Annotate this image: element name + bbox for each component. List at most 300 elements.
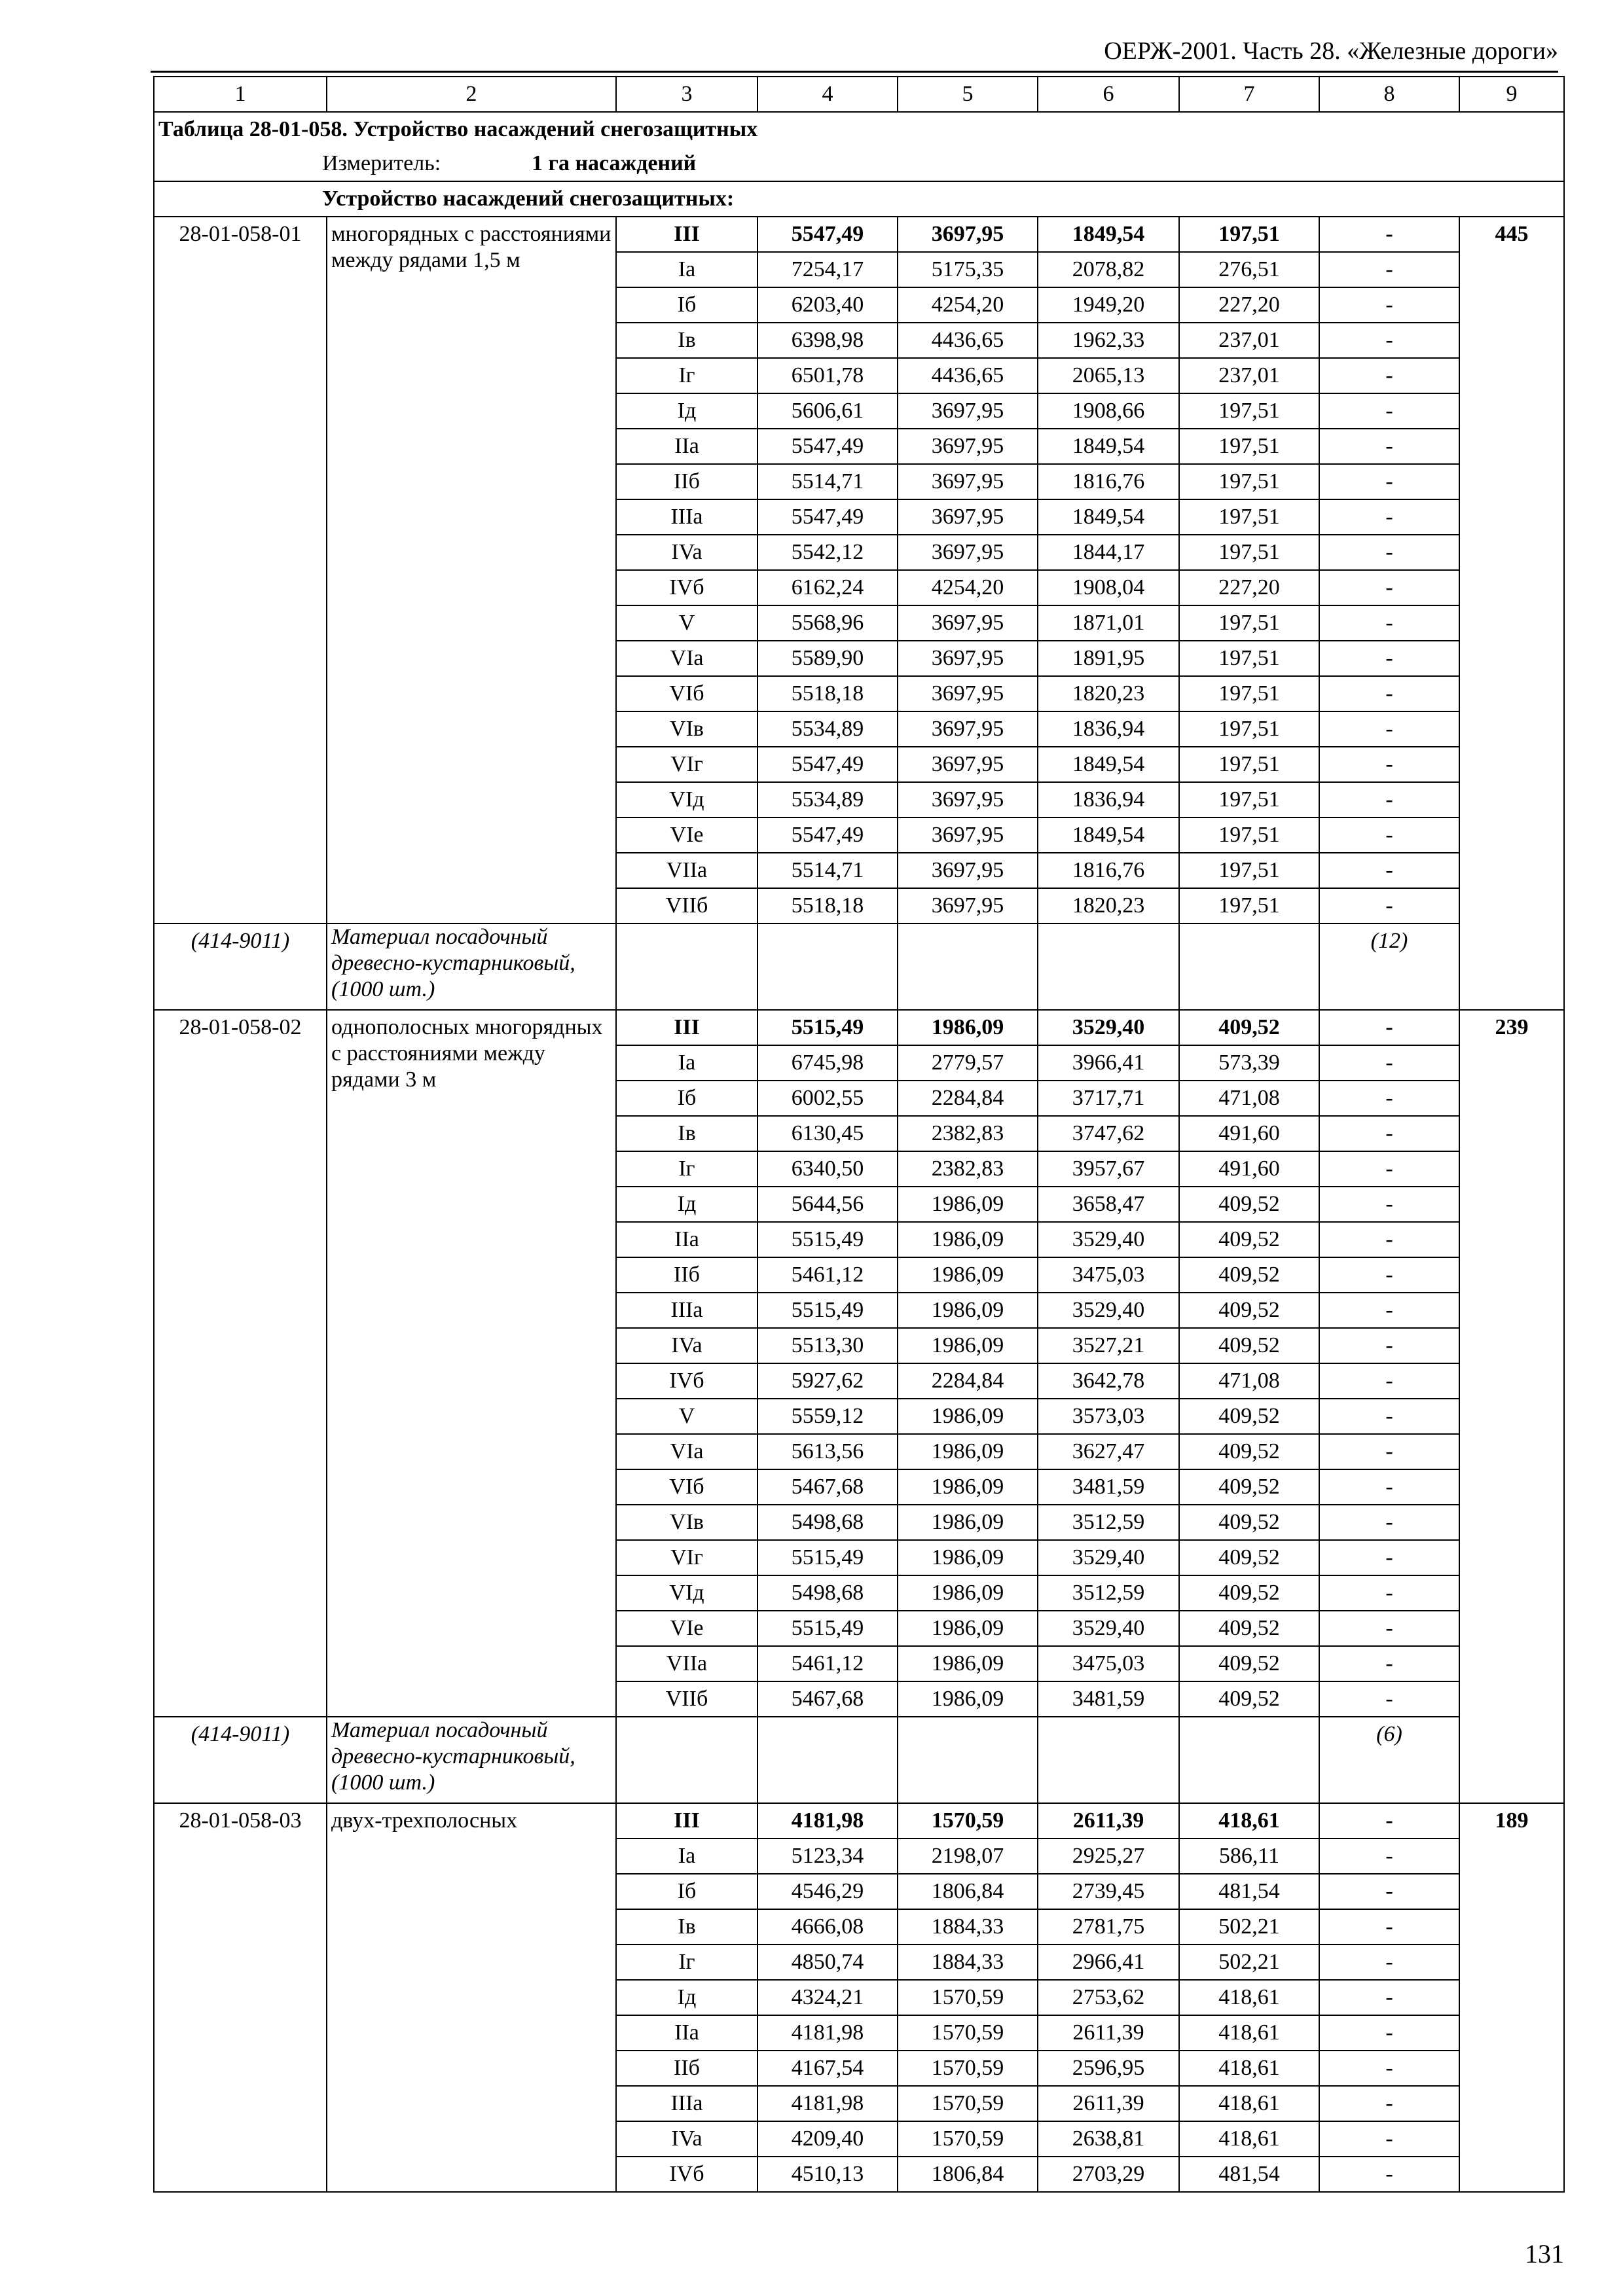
total-cost: 5467,68: [757, 1681, 898, 1717]
labor-cost: 3697,95: [898, 888, 1038, 924]
machine-cost: 2966,41: [1038, 1945, 1179, 1980]
driver-wages: 409,52: [1179, 1540, 1319, 1575]
material-cost: -: [1319, 1010, 1459, 1045]
material-cost: -: [1319, 1945, 1459, 1980]
machine-cost: 3966,41: [1038, 1045, 1179, 1081]
labor-cost: 2382,83: [898, 1151, 1038, 1187]
machine-cost: 2611,39: [1038, 2086, 1179, 2121]
total-cost: 5515,49: [757, 1611, 898, 1646]
labor-cost: 1570,59: [898, 2015, 1038, 2051]
machine-cost: 3512,59: [1038, 1505, 1179, 1540]
empty-cell: [616, 1717, 757, 1803]
labor-cost: 3697,95: [898, 817, 1038, 853]
region-code: VIд: [616, 1575, 757, 1611]
total-cost: 5568,96: [757, 605, 898, 641]
driver-wages: 197,51: [1179, 888, 1319, 924]
table-title: Таблица 28-01-058. Устройство насаждений снегозащитных: [154, 112, 1564, 147]
rate-description: многорядных с расстояниями между рядами 1,5 м: [327, 217, 616, 924]
material-cost: -: [1319, 2121, 1459, 2157]
region-code: VIв: [616, 711, 757, 747]
material-cost: -: [1319, 747, 1459, 782]
driver-wages: 227,20: [1179, 570, 1319, 605]
labor-cost: 4436,65: [898, 323, 1038, 358]
region-code: IVa: [616, 535, 757, 570]
labor-cost: 1986,09: [898, 1293, 1038, 1328]
machine-cost: 3747,62: [1038, 1116, 1179, 1151]
total-cost: 5513,30: [757, 1328, 898, 1363]
total-cost: 6745,98: [757, 1045, 898, 1081]
region-code: VIIa: [616, 853, 757, 888]
region-code: VIa: [616, 641, 757, 676]
material-cost: -: [1319, 1293, 1459, 1328]
driver-wages: 197,51: [1179, 641, 1319, 676]
total-cost: 6501,78: [757, 358, 898, 393]
total-cost: 5515,49: [757, 1010, 898, 1045]
labor-cost: 2284,84: [898, 1081, 1038, 1116]
machine-cost: 1820,23: [1038, 676, 1179, 711]
total-cost: 5461,12: [757, 1646, 898, 1681]
machine-cost: 3527,21: [1038, 1328, 1179, 1363]
region-code: Iв: [616, 1909, 757, 1945]
machine-cost: 2638,81: [1038, 2121, 1179, 2157]
material-cost: -: [1319, 817, 1459, 853]
labor-cost: 2779,57: [898, 1045, 1038, 1081]
page-header: ОЕРЖ-2001. Часть 28. «Железные дороги»: [1104, 37, 1558, 65]
labor-cost: 1986,09: [898, 1399, 1038, 1434]
total-cost: 5123,34: [757, 1839, 898, 1874]
labor-cost: 3697,95: [898, 605, 1038, 641]
labor-cost: 1806,84: [898, 2157, 1038, 2192]
total-cost: 4324,21: [757, 1980, 898, 2015]
machine-cost: 3717,71: [1038, 1081, 1179, 1116]
region-code: III: [616, 1803, 757, 1839]
region-code: Iд: [616, 1187, 757, 1222]
material-cost: -: [1319, 1434, 1459, 1469]
driver-wages: 418,61: [1179, 2121, 1319, 2157]
labor-hours: 445: [1459, 217, 1564, 1010]
region-code: Ia: [616, 1839, 757, 1874]
labor-cost: 4254,20: [898, 570, 1038, 605]
labor-cost: 3697,95: [898, 782, 1038, 817]
total-cost: 5547,49: [757, 499, 898, 535]
machine-cost: 1908,66: [1038, 393, 1179, 429]
title-row: [154, 112, 1564, 147]
driver-wages: 418,61: [1179, 2015, 1319, 2051]
column-number: 1: [154, 77, 327, 112]
total-cost: 4850,74: [757, 1945, 898, 1980]
machine-cost: 3529,40: [1038, 1293, 1179, 1328]
empty-cell: [1038, 924, 1179, 1010]
column-number: 5: [898, 77, 1038, 112]
driver-wages: 237,01: [1179, 323, 1319, 358]
total-cost: 4167,54: [757, 2051, 898, 2086]
total-cost: 4666,08: [757, 1909, 898, 1945]
labor-cost: 1986,09: [898, 1611, 1038, 1646]
region-code: VIв: [616, 1505, 757, 1540]
driver-wages: 409,52: [1179, 1646, 1319, 1681]
region-code: VIa: [616, 1434, 757, 1469]
region-code: IIб: [616, 464, 757, 499]
driver-wages: 409,52: [1179, 1222, 1319, 1257]
driver-wages: 197,51: [1179, 711, 1319, 747]
machine-cost: 2065,13: [1038, 358, 1179, 393]
labor-cost: 3697,95: [898, 711, 1038, 747]
rate-code: 28-01-058-02: [154, 1010, 327, 1717]
labor-cost: 1986,09: [898, 1646, 1038, 1681]
material-cost: -: [1319, 1540, 1459, 1575]
material-cost: -: [1319, 570, 1459, 605]
total-cost: 5498,68: [757, 1575, 898, 1611]
material-cost: -: [1319, 1116, 1459, 1151]
column-number: 4: [757, 77, 898, 112]
driver-wages: 197,51: [1179, 747, 1319, 782]
region-code: Iг: [616, 358, 757, 393]
machine-cost: 1949,20: [1038, 287, 1179, 323]
column-numbers-row: [154, 77, 1564, 112]
column-number: 3: [616, 77, 757, 112]
labor-cost: 3697,95: [898, 747, 1038, 782]
labor-hours: 189: [1459, 1803, 1564, 2192]
driver-wages: 197,51: [1179, 676, 1319, 711]
labor-cost: 1986,09: [898, 1257, 1038, 1293]
total-cost: 5461,12: [757, 1257, 898, 1293]
material-description: Материал посадочный древесно-кустарниковый, (1000 шт.): [327, 1717, 616, 1803]
driver-wages: 409,52: [1179, 1611, 1319, 1646]
driver-wages: 481,54: [1179, 1874, 1319, 1909]
material-cost: -: [1319, 888, 1459, 924]
driver-wages: 197,51: [1179, 217, 1319, 252]
labor-cost: 3697,95: [898, 429, 1038, 464]
material-cost: -: [1319, 1469, 1459, 1505]
material-cost: -: [1319, 1363, 1459, 1399]
driver-wages: 237,01: [1179, 358, 1319, 393]
material-quantity: (12): [1319, 924, 1459, 1010]
driver-wages: 418,61: [1179, 1980, 1319, 2015]
total-cost: 4510,13: [757, 2157, 898, 2192]
driver-wages: 409,52: [1179, 1399, 1319, 1434]
total-cost: 4181,98: [757, 2015, 898, 2051]
total-cost: 6162,24: [757, 570, 898, 605]
column-number: 2: [327, 77, 616, 112]
labor-cost: 1986,09: [898, 1187, 1038, 1222]
driver-wages: 418,61: [1179, 2086, 1319, 2121]
region-code: IVб: [616, 570, 757, 605]
driver-wages: 409,52: [1179, 1575, 1319, 1611]
region-code: Iв: [616, 1116, 757, 1151]
material-code: (414-9011): [154, 1717, 327, 1803]
region-code: VIд: [616, 782, 757, 817]
labor-cost: 1986,09: [898, 1222, 1038, 1257]
material-cost: -: [1319, 605, 1459, 641]
driver-wages: 197,51: [1179, 393, 1319, 429]
driver-wages: 573,39: [1179, 1045, 1319, 1081]
material-cost: -: [1319, 676, 1459, 711]
column-number: 8: [1319, 77, 1459, 112]
total-cost: 6002,55: [757, 1081, 898, 1116]
machine-cost: 3529,40: [1038, 1010, 1179, 1045]
material-cost: -: [1319, 1874, 1459, 1909]
empty-cell: [898, 1717, 1038, 1803]
material-cost: -: [1319, 2086, 1459, 2121]
driver-wages: 471,08: [1179, 1363, 1319, 1399]
material-cost: -: [1319, 217, 1459, 252]
total-cost: 5927,62: [757, 1363, 898, 1399]
material-cost: -: [1319, 1222, 1459, 1257]
empty-cell: [757, 1717, 898, 1803]
labor-cost: 5175,35: [898, 252, 1038, 287]
driver-wages: 502,21: [1179, 1945, 1319, 1980]
material-cost: -: [1319, 1681, 1459, 1717]
driver-wages: 409,52: [1179, 1010, 1319, 1045]
labor-cost: 1570,59: [898, 1980, 1038, 2015]
column-number: 9: [1459, 77, 1564, 112]
driver-wages: 197,51: [1179, 605, 1319, 641]
total-cost: 5534,89: [757, 711, 898, 747]
driver-wages: 418,61: [1179, 2051, 1319, 2086]
total-cost: 5547,49: [757, 747, 898, 782]
material-cost: -: [1319, 1399, 1459, 1434]
material-cost: -: [1319, 393, 1459, 429]
machine-cost: 1816,76: [1038, 464, 1179, 499]
driver-wages: 418,61: [1179, 1803, 1319, 1839]
total-cost: 4181,98: [757, 1803, 898, 1839]
total-cost: 7254,17: [757, 252, 898, 287]
total-cost: 5498,68: [757, 1505, 898, 1540]
region-code: IIб: [616, 2051, 757, 2086]
driver-wages: 409,52: [1179, 1293, 1319, 1328]
table-row: [154, 217, 1564, 252]
total-cost: 6130,45: [757, 1116, 898, 1151]
material-quantity: (6): [1319, 1717, 1459, 1803]
total-cost: 6398,98: [757, 323, 898, 358]
region-code: Iб: [616, 1081, 757, 1116]
total-cost: 4209,40: [757, 2121, 898, 2157]
region-code: Iг: [616, 1151, 757, 1187]
total-cost: 5547,49: [757, 217, 898, 252]
meter: [154, 147, 1564, 181]
driver-wages: 409,52: [1179, 1469, 1319, 1505]
material-cost: -: [1319, 323, 1459, 358]
driver-wages: 409,52: [1179, 1505, 1319, 1540]
labor-cost: 1986,09: [898, 1469, 1038, 1505]
labor-cost: 3697,95: [898, 641, 1038, 676]
total-cost: 5514,71: [757, 464, 898, 499]
machine-cost: 1844,17: [1038, 535, 1179, 570]
material-cost: -: [1319, 782, 1459, 817]
machine-cost: 2703,29: [1038, 2157, 1179, 2192]
region-code: V: [616, 1399, 757, 1434]
machine-cost: 3627,47: [1038, 1434, 1179, 1469]
driver-wages: 197,51: [1179, 464, 1319, 499]
region-code: VIб: [616, 1469, 757, 1505]
rate-description: двух-трехполосных: [327, 1803, 616, 2192]
labor-cost: 1986,09: [898, 1505, 1038, 1540]
labor-cost: 1884,33: [898, 1945, 1038, 1980]
region-code: Iг: [616, 1945, 757, 1980]
labor-cost: 1986,09: [898, 1010, 1038, 1045]
region-code: IVa: [616, 2121, 757, 2157]
machine-cost: 1820,23: [1038, 888, 1179, 924]
section-title-text: Устройство насаждений снегозащитных:: [322, 187, 735, 211]
machine-cost: 1849,54: [1038, 817, 1179, 853]
driver-wages: 409,52: [1179, 1257, 1319, 1293]
total-cost: 6203,40: [757, 287, 898, 323]
section-title: [154, 181, 1564, 217]
labor-cost: 3697,95: [898, 393, 1038, 429]
driver-wages: 409,52: [1179, 1681, 1319, 1717]
labor-cost: 2284,84: [898, 1363, 1038, 1399]
region-code: IVб: [616, 1363, 757, 1399]
driver-wages: 409,52: [1179, 1328, 1319, 1363]
machine-cost: 1849,54: [1038, 217, 1179, 252]
labor-cost: 3697,95: [898, 535, 1038, 570]
driver-wages: 586,11: [1179, 1839, 1319, 1874]
driver-wages: 471,08: [1179, 1081, 1319, 1116]
region-code: IIa: [616, 1222, 757, 1257]
region-code: IIб: [616, 1257, 757, 1293]
material-cost: -: [1319, 853, 1459, 888]
driver-wages: 409,52: [1179, 1187, 1319, 1222]
region-code: VIб: [616, 676, 757, 711]
labor-cost: 3697,95: [898, 464, 1038, 499]
page-number: 131: [1525, 2239, 1564, 2269]
labor-cost: 1570,59: [898, 1803, 1038, 1839]
driver-wages: 197,51: [1179, 782, 1319, 817]
machine-cost: 3512,59: [1038, 1575, 1179, 1611]
machine-cost: 3957,67: [1038, 1151, 1179, 1187]
driver-wages: 409,52: [1179, 1434, 1319, 1469]
material-row: [154, 1717, 1564, 1803]
region-code: IIa: [616, 429, 757, 464]
material-cost: -: [1319, 1909, 1459, 1945]
machine-cost: 2611,39: [1038, 1803, 1179, 1839]
labor-cost: 3697,95: [898, 499, 1038, 535]
table-body: [154, 77, 1564, 2192]
driver-wages: 227,20: [1179, 287, 1319, 323]
total-cost: 5518,18: [757, 676, 898, 711]
machine-cost: 1891,95: [1038, 641, 1179, 676]
region-code: IIa: [616, 2015, 757, 2051]
table-row: [154, 1803, 1564, 1839]
material-code: (414-9011): [154, 924, 327, 1010]
machine-cost: 3529,40: [1038, 1540, 1179, 1575]
meter-label: Измеритель:: [322, 151, 441, 175]
region-code: Iд: [616, 1980, 757, 2015]
empty-cell: [616, 924, 757, 1010]
total-cost: 5613,56: [757, 1434, 898, 1469]
region-code: Ia: [616, 1045, 757, 1081]
table-row: [154, 1010, 1564, 1045]
labor-cost: 1884,33: [898, 1909, 1038, 1945]
labor-cost: 1570,59: [898, 2086, 1038, 2121]
total-cost: 5559,12: [757, 1399, 898, 1434]
machine-cost: 3529,40: [1038, 1222, 1179, 1257]
machine-cost: 1871,01: [1038, 605, 1179, 641]
region-code: Iв: [616, 323, 757, 358]
labor-cost: 1806,84: [898, 1874, 1038, 1909]
total-cost: 5515,49: [757, 1540, 898, 1575]
material-cost: -: [1319, 1151, 1459, 1187]
total-cost: 5518,18: [757, 888, 898, 924]
column-number: 6: [1038, 77, 1179, 112]
material-cost: -: [1319, 1980, 1459, 2015]
total-cost: 5534,89: [757, 782, 898, 817]
machine-cost: 2781,75: [1038, 1909, 1179, 1945]
driver-wages: 197,51: [1179, 429, 1319, 464]
labor-cost: 3697,95: [898, 853, 1038, 888]
machine-cost: 3642,78: [1038, 1363, 1179, 1399]
driver-wages: 197,51: [1179, 535, 1319, 570]
total-cost: 5547,49: [757, 817, 898, 853]
material-cost: -: [1319, 1187, 1459, 1222]
machine-cost: 2596,95: [1038, 2051, 1179, 2086]
meter-row: [154, 147, 1564, 181]
region-code: VIIa: [616, 1646, 757, 1681]
total-cost: 4181,98: [757, 2086, 898, 2121]
material-cost: -: [1319, 464, 1459, 499]
region-code: IIIa: [616, 1293, 757, 1328]
material-cost: -: [1319, 1646, 1459, 1681]
total-cost: 5515,49: [757, 1293, 898, 1328]
total-cost: 6340,50: [757, 1151, 898, 1187]
region-code: VIe: [616, 817, 757, 853]
material-cost: -: [1319, 711, 1459, 747]
material-cost: -: [1319, 1505, 1459, 1540]
meter-value: 1 га насаждений: [532, 151, 697, 175]
machine-cost: 2078,82: [1038, 252, 1179, 287]
driver-wages: 481,54: [1179, 2157, 1319, 2192]
total-cost: 5606,61: [757, 393, 898, 429]
region-code: IIIa: [616, 499, 757, 535]
empty-cell: [898, 924, 1038, 1010]
machine-cost: 1908,04: [1038, 570, 1179, 605]
rate-description: однополосных многорядных с расстояниями между рядами 3 м: [327, 1010, 616, 1717]
material-cost: -: [1319, 641, 1459, 676]
material-cost: -: [1319, 2157, 1459, 2192]
region-code: IVa: [616, 1328, 757, 1363]
material-cost: -: [1319, 499, 1459, 535]
labor-cost: 1986,09: [898, 1434, 1038, 1469]
region-code: Iб: [616, 1874, 757, 1909]
machine-cost: 3573,03: [1038, 1399, 1179, 1434]
labor-cost: 1986,09: [898, 1328, 1038, 1363]
machine-cost: 1849,54: [1038, 429, 1179, 464]
labor-cost: 1986,09: [898, 1681, 1038, 1717]
driver-wages: 197,51: [1179, 817, 1319, 853]
header-rule: [151, 71, 1558, 73]
material-cost: -: [1319, 1257, 1459, 1293]
machine-cost: 3529,40: [1038, 1611, 1179, 1646]
labor-cost: 2198,07: [898, 1839, 1038, 1874]
region-code: VIIб: [616, 888, 757, 924]
total-cost: 5514,71: [757, 853, 898, 888]
material-cost: -: [1319, 2051, 1459, 2086]
machine-cost: 2753,62: [1038, 1980, 1179, 2015]
total-cost: 5644,56: [757, 1187, 898, 1222]
total-cost: 4546,29: [757, 1874, 898, 1909]
material-cost: -: [1319, 1081, 1459, 1116]
region-code: III: [616, 217, 757, 252]
region-code: Ia: [616, 252, 757, 287]
region-code: Iб: [616, 287, 757, 323]
material-cost: -: [1319, 1328, 1459, 1363]
material-cost: -: [1319, 1611, 1459, 1646]
material-cost: -: [1319, 429, 1459, 464]
machine-cost: 2925,27: [1038, 1839, 1179, 1874]
machine-cost: 2739,45: [1038, 1874, 1179, 1909]
labor-cost: 3697,95: [898, 217, 1038, 252]
material-cost: -: [1319, 1045, 1459, 1081]
